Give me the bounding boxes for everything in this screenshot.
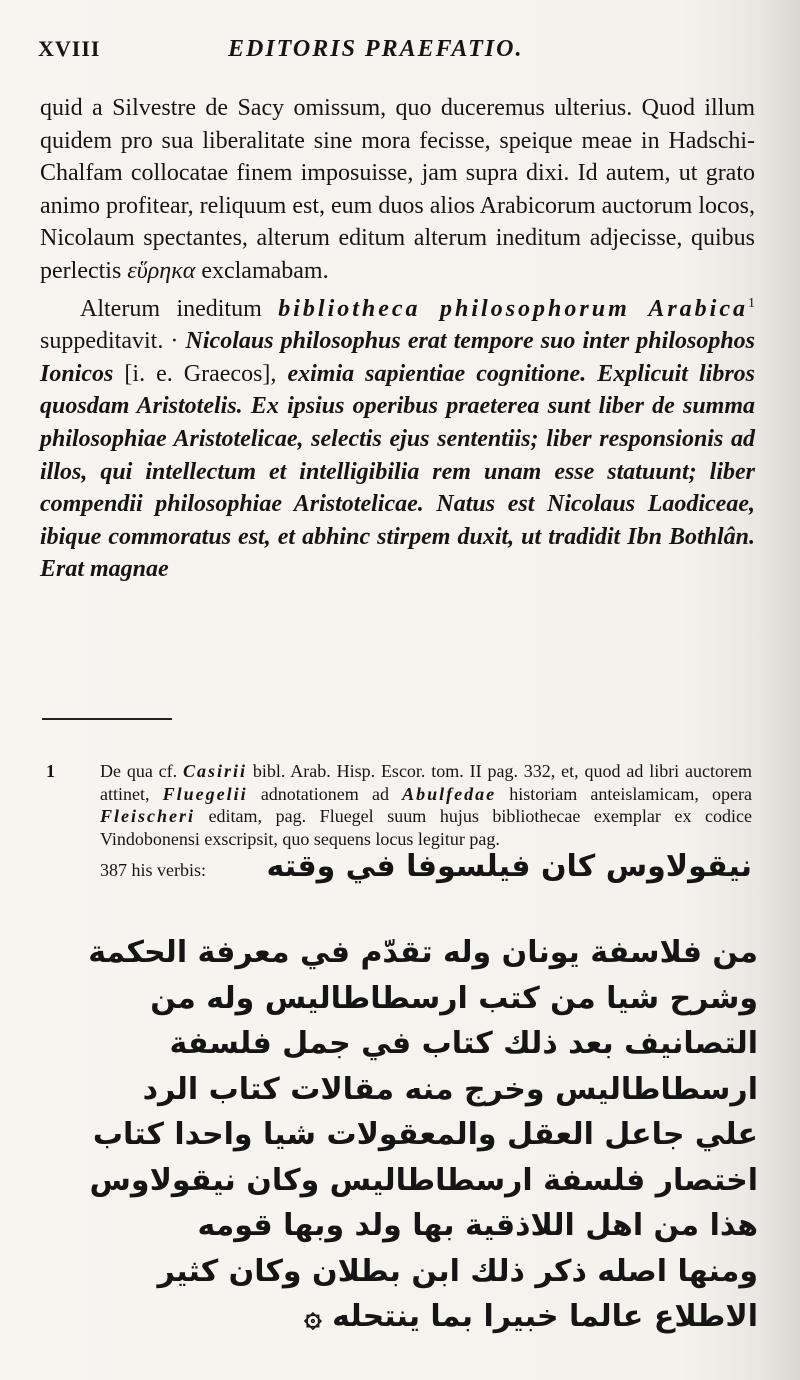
arabic-line: علي جاعل العقل والمعقولات شيا واحدا كتاب (92, 1117, 758, 1152)
arabic-line: من فلاسفة يونان وله تقدّم في معرفة الحكمة (88, 935, 758, 970)
bracket-note: [i. e. Graecos], (113, 360, 288, 387)
spaced-title: bibliotheca philosophorum Arabica (278, 295, 748, 322)
footnote-text-1: De qua cf. (100, 761, 184, 781)
paragraph-2 (40, 288, 755, 586)
footnote-text-5: editam, pag. Fluegel suum hujus bibliothecae exemplar ex codice Vindobonensi exscripsit, quo sequens locus legitur pag. (100, 806, 752, 849)
arabic-line: وشرح شيا من كتب ارسطاطاليس وله من (150, 980, 758, 1016)
footnote-last-line (100, 849, 752, 885)
paragraph-1-end: exclamabam. (195, 257, 329, 284)
footnote-author-4: Fleischeri (100, 806, 195, 827)
footnote-text-3: adnotationem ad (247, 783, 403, 804)
footnote-rule (42, 718, 172, 720)
arabic-line: ارسطاطاليس وخرج منه مقالات كتاب الرد (142, 1071, 758, 1107)
footnote-text-2: bibl. Arab. Hisp. Escor. tom. II pag. 332, et, quod ad libri auctorem attinet, (100, 761, 752, 804)
footnote-text-4: historiam anteislamicam, opera (496, 783, 753, 804)
footnote (46, 760, 753, 885)
arabic-line: التصانيف بعد ذلك كتاب في جمل فلسفة (169, 1026, 758, 1061)
footnote-author-2: Fluegelii (162, 783, 248, 804)
paragraph-1-text: quid a Silvestre de Sacy omissum, quo duceremus ulterius. Quod illum quidem pro sua liberalitate sine mora fecisse, speique meae in Hadschi-Chalfam collocatae finem imposuisse, jam supra dixi. Id autem, ut grato animo profitear, reliquum est, eum duos alios Arabicorum auctorum locos, Nicolaum spectantes, alterum editum alterum ineditum adjecisse, quibus perlectis (40, 95, 755, 284)
footnote-body (100, 760, 752, 850)
arabic-line: اختصار فلسفة ارسطاطاليس وكان نيقولاوس (89, 1162, 758, 1198)
running-header (38, 32, 758, 72)
paragraph-2-lead: Alterum ineditum (80, 295, 279, 322)
paragraph-1 (40, 92, 755, 288)
arabic-line: ومنها اصله ذكر ذلك ابن بطلان وكان كثير (157, 1253, 758, 1289)
arabic-first-line: نيقولاوس كان فيلسوفا في وقته (266, 849, 752, 885)
arabic-line: هذا من اهل اللاذقية بها ولد وبها قومه (197, 1208, 758, 1243)
running-title: EDITORIS PRAEFATIO. (228, 36, 524, 62)
footnote-author-1: Casirii (183, 761, 248, 781)
greek-word: εὕρηκα (127, 257, 196, 284)
footnote-number: 1 (46, 761, 55, 781)
quotation-part-1: Nicolaus philosophus erat tempore suo inter philosophos Ionicos (40, 328, 756, 387)
main-text (40, 92, 755, 586)
page-number: XVIII (38, 36, 101, 61)
arabic-quotation (58, 930, 758, 1340)
arabic-line: الاطلاع عالما خبيرا بما ينتحله ۞ (304, 1299, 758, 1334)
footnote-page-ref: 387 his verbis: (100, 860, 206, 881)
footnote-author-3: Abulfedae (402, 783, 497, 804)
quotation-part-2: eximia sapientiae cognitione. Explicuit libros quosdam Aristotelis. Ex ipsius operibus praeterea sunt liber de summa philosophiae Aristotelicae, selectis ejus sententiis; liber responsionis ad illos, qui intellectum et intelligibilia rem unam esse statuunt; liber compendii philosophiae Aristotelicae. Natus est Nicolaus Laodiceae, ibique commoratus est, et abhinc stirpem duxit, ut tradidit Ibn Bothlân. Erat magnae (40, 360, 755, 583)
paragraph-2-after-ref: suppeditavit. · (40, 328, 186, 355)
footnote-reference[interactable]: 1 (748, 295, 755, 311)
